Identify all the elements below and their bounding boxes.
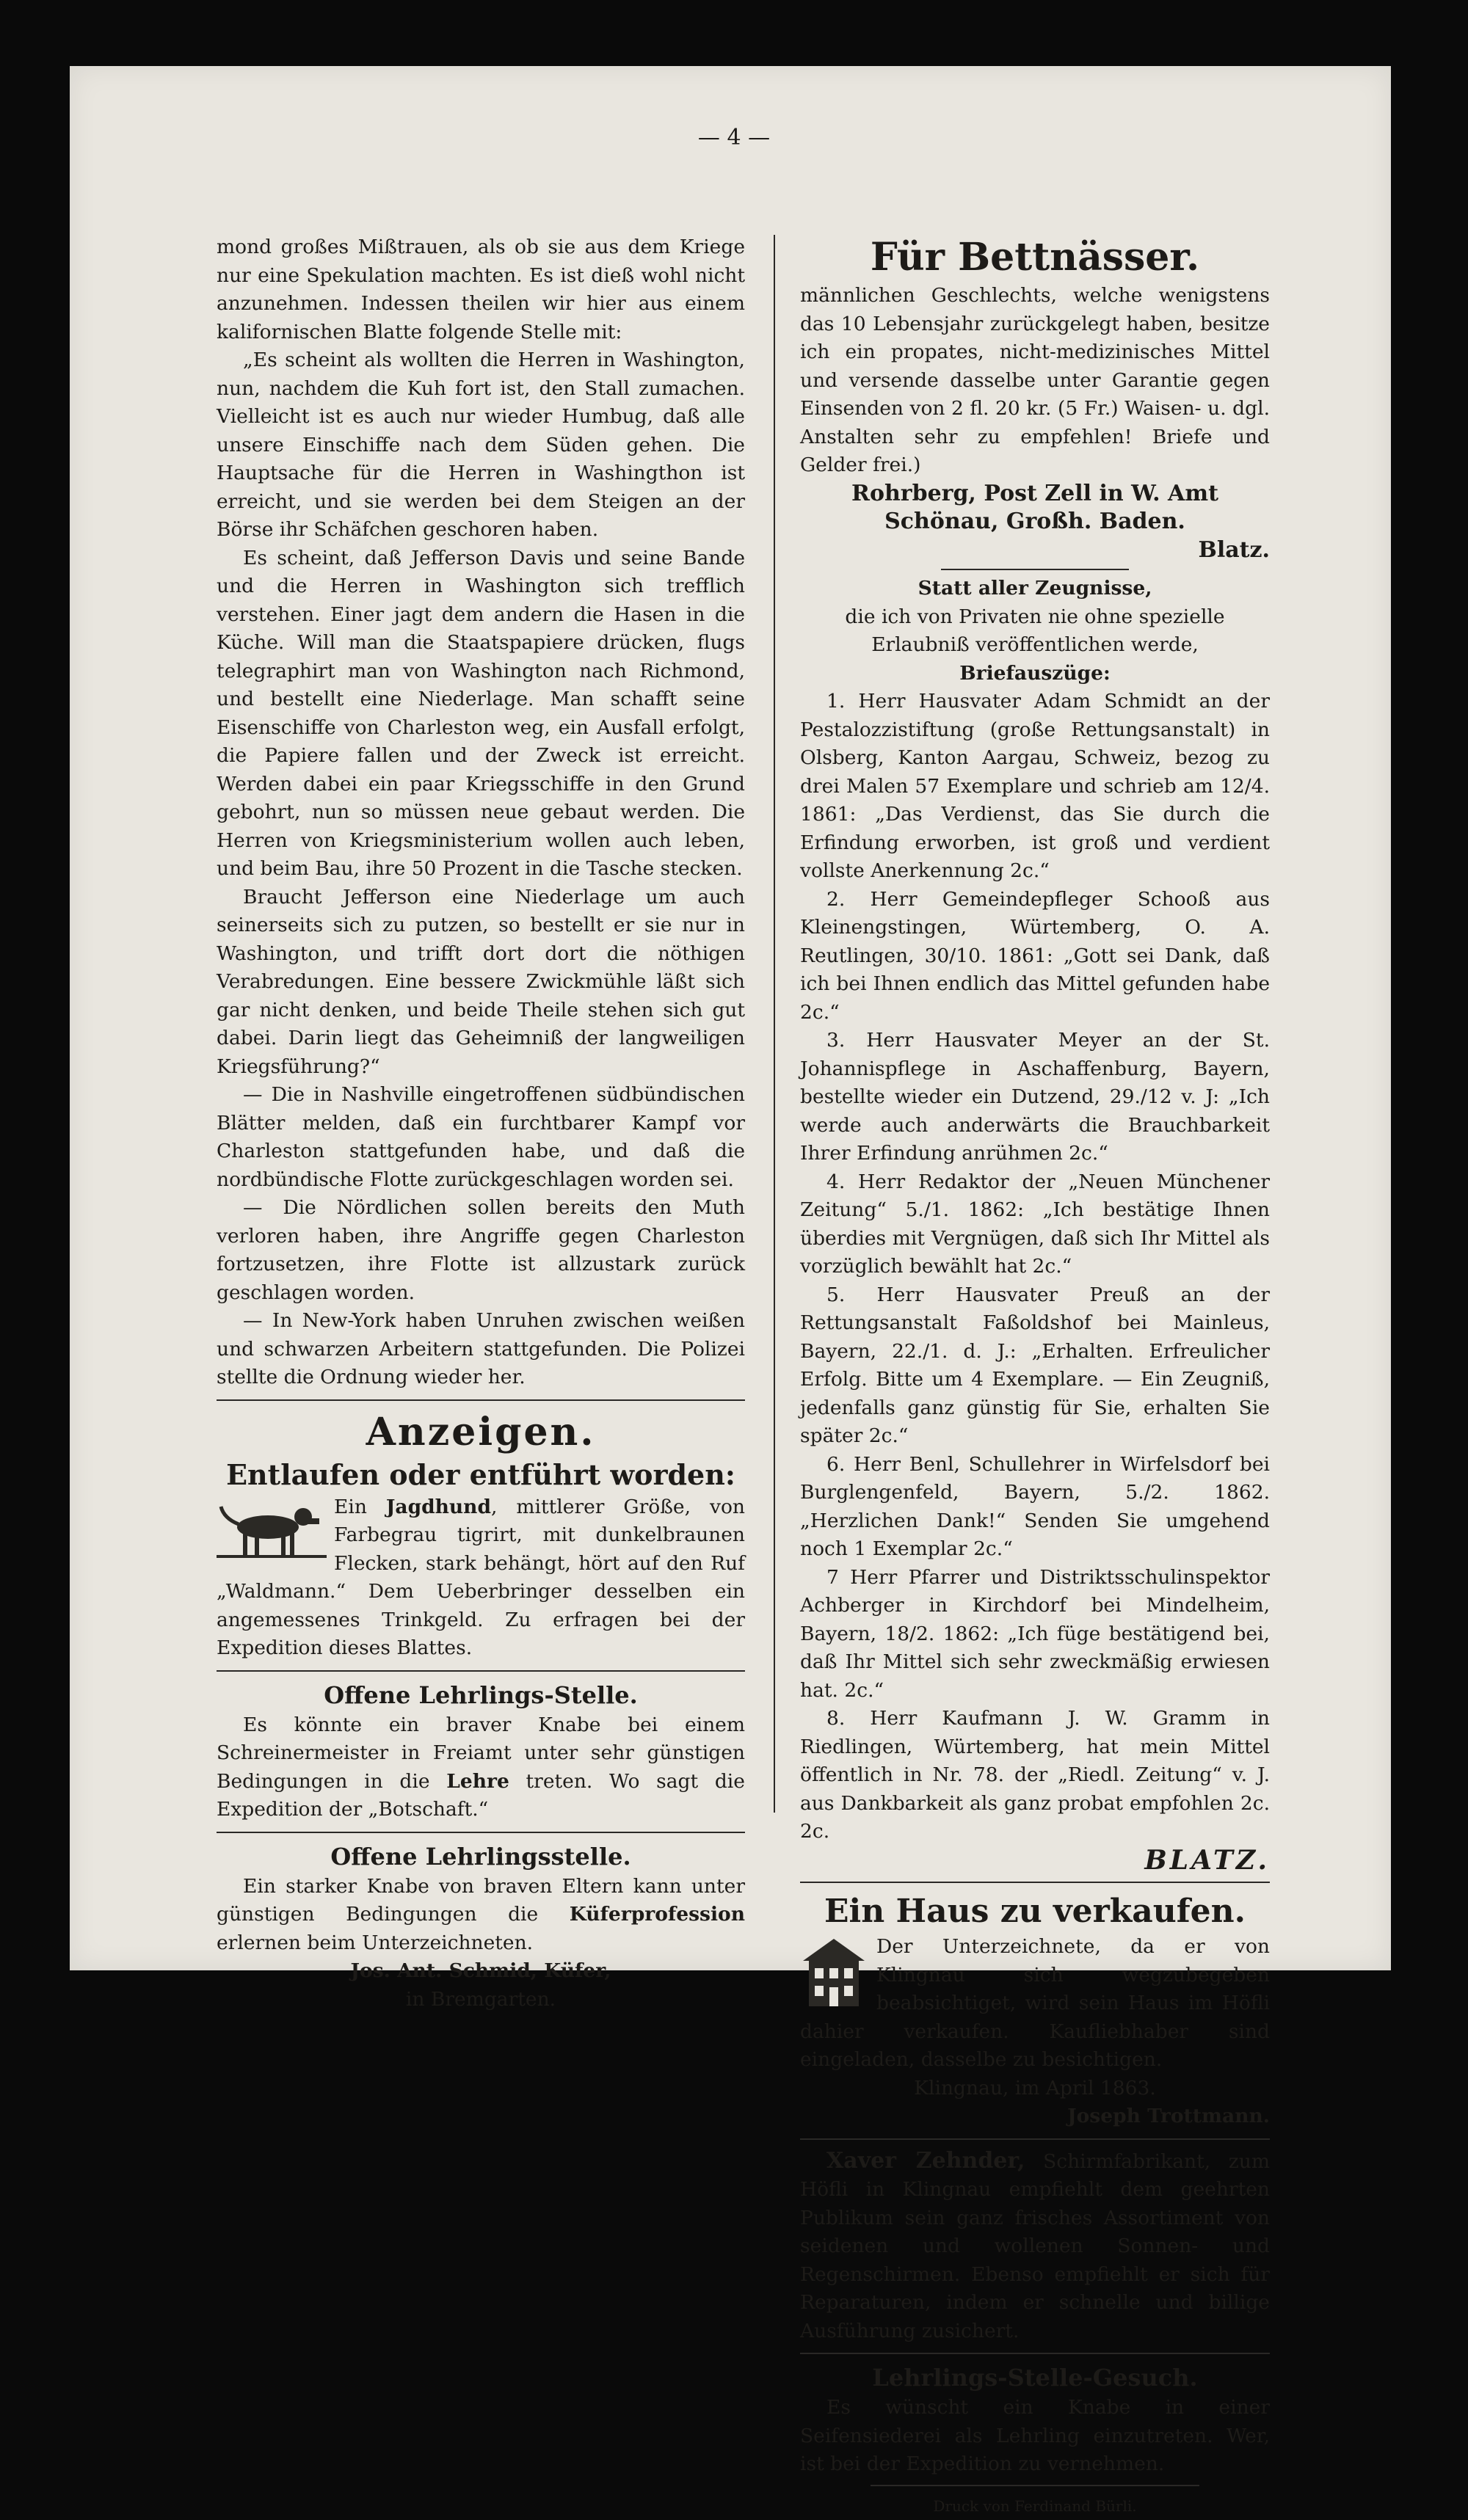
ad-title-haus: Ein Haus zu verkaufen. (800, 1890, 1270, 1933)
printer-imprint: Druck von Ferdinand Bürli. (800, 2492, 1270, 2520)
divider (941, 569, 1129, 570)
ad-gesuch-body: Es wünscht ein Knabe in einer Seifensiederei als Lehrling einzutreten. Wer, ist bei der Expedition zu vernehmen. (800, 2394, 1270, 2479)
article-paragraph: Es scheint, daß Jefferson Davis und seine Bande und die Herren in Washington sich trefflich verstehen. Einer jagt dem andern die Hasen in die Küche. Will man die Staatspapiere drücken, flugs telegraphirt man von Washington nach Richmond, und bestellt eine Niederlage. Man schafft seine Eisenschiffe von Charleston weg, ein Ausfall erfolgt, die Papiere fallen und der Zweck ist erreicht. Werden dabei ein paar Kriegsschiffe in den Grund gebohrt, nun so müssen neue gebaut werden. Die Herren von Kriegsministerium wollen auch leben, und beim Bau, ihre 50 Prozent in die Tasche stecken. (217, 545, 745, 884)
news-item: — In New-York haben Unruhen zwischen weißen und schwarzen Arbeitern stattgefunden. Die Polizei stellte die Ordnung wieder her. (217, 1307, 745, 1392)
article-paragraph: „Es scheint als wollten die Herren in Washington, nun, nachdem die Kuh fort ist, den Stall zumachen. Vielleicht ist es auch nur wieder Humbug, daß alle unsere Einschiffe nach dem Süden gehen. Die Hauptsache für die Herren in Washingthon ist erreicht, und sie werden bei dem Steigen an der Börse ihr Schäfchen geschoren haben. (217, 346, 745, 545)
testimonial-item: 7 Herr Pfarrer und Distriktsschulinspektor Achberger in Kirchdorf bei Mindelheim, Bayern, 18/2. 1862: „Ich füge bestätigend bei, daß Ihr Mittel sich sehr zweckmäßig erwiesen hat. 2c.“ (800, 1564, 1270, 1705)
ad-lehrling-2-place: in Bremgarten. (217, 1986, 745, 2014)
ad-title-bettnaesser: Für Bettnässer. (800, 233, 1270, 282)
ad-signature-blatz: Blatz. (800, 536, 1270, 565)
page-number: — 4 — (0, 125, 1468, 150)
testimonial-item: 3. Herr Hausvater Meyer an der St. Johannispflege in Aschaffenburg, Bayern, bestellte wieder ein Dutzend, 29./12 v. J: „Ich werde auch anderwärts die Brauchbarkeit Ihrer Erfindung anrühmen 2c.“ (800, 1027, 1270, 1168)
ad-haus-date: Klingnau, im April 1863. (800, 2075, 1270, 2103)
testimonial-item: 6. Herr Benl, Schullehrer in Wirfelsdorf bei Burglengenfeld, Bayern, 5./2. 1862. „Herzlichen Dank!“ Senden Sie umgehend noch 1 Exemplar 2c.“ (800, 1451, 1270, 1564)
divider (217, 1399, 745, 1401)
ad-entlaufen-body: Ein Jagdhund, mittlerer Größe, von Farbegrau tigrirt, mit dunkelbraunen Flecken, stark behängt, hört auf den Ruf „Waldmann.“ Dem Ueberbringer desselben ein angemessenes Trinkgeld. Zu erfragen bei der Expedition dieses Blattes. (217, 1493, 745, 1663)
testimonial-item: 2. Herr Gemeindepfleger Schooß aus Kleinengstingen, Würtemberg, O. A. Reutlingen, 30/10. 1861: „Gott sei Dank, daß ich bei Ihnen endlich das Mittel gefunden habe 2c.“ (800, 886, 1270, 1027)
testimonials-title: Statt aller Zeugnisse, (800, 575, 1270, 603)
ad-haus-signature: Joseph Trottmann. (800, 2102, 1270, 2131)
divider (871, 2485, 1199, 2486)
testimonial-item: 8. Herr Kaufmann J. W. Gramm in Riedlingen, Würtemberg, hat mein Mittel öffentlich in Nr. 78. der „Riedl. Zeitung“ v. J. aus Dankbarkeit als ganz probat empfohlen 2c. 2c. (800, 1705, 1270, 1846)
divider (800, 2353, 1270, 2354)
ad-haus-body: Der Unterzeichnete, da er von Klingnau sich wegzubegeben beabsichtiget, wird sein Haus im Höfli dahier verkaufen. Kaufliebhaber sind eingeladen, dasselbe zu besichtigen. (800, 1933, 1270, 2075)
column-divider (774, 235, 775, 1813)
ad-signature-blatz-2: BLATZ. (800, 1846, 1270, 1875)
divider (217, 1670, 745, 1672)
section-title-anzeigen: Anzeigen. (217, 1408, 745, 1457)
ad-title-entlaufen: Entlaufen oder entführt worden: (217, 1457, 745, 1493)
ad-lehrling-2-body: Ein starker Knabe von braven Eltern kann unter günstigen Bedingungen die Küferprofession erlernen beim Unterzeichneten. (217, 1873, 745, 1958)
dog-icon (217, 1496, 327, 1559)
divider (800, 1882, 1270, 1883)
news-item: — Die in Nashville eingetroffenen südbündischen Blätter melden, daß ein furchtbarer Kampf vor Charleston stattgefunden habe, und daß die nordbündische Flotte zurückgeschlagen worden sei. (217, 1081, 745, 1194)
article-paragraph: Braucht Jefferson eine Niederlage um auch seinerseits sich zu putzen, so bestellt er sie nur in Washington, und trifft dort dort die nöthigen Verabredungen. Eine bessere Zwickmühle läßt sich gar nicht denken, und beide Theile stehen sich gut dabei. Darin liegt das Geheimniß der langweiligen Kriegsführung?“ (217, 884, 745, 1082)
ad-title-lehrling-2: Offene Lehrlingsstelle. (217, 1840, 745, 1873)
testimonial-item: 1. Herr Hausvater Adam Schmidt an der Pestalozzistiftung (große Rettungsanstalt) in Olsberg, Kanton Aargau, Schweiz, bezog zu drei Malen 57 Exemplare und schrieb am 12/4. 1861: „Das Verdienst, das Sie durch die Erfindung erworben, ist groß und verdient vollste Anerkennung 2c.“ (800, 688, 1270, 886)
ad-address: Rohrberg, Post Zell in W. Amt Schönau, Großh. Baden. (800, 480, 1270, 536)
divider (800, 2138, 1270, 2140)
testimonials-heading: Briefauszüge: (800, 660, 1270, 688)
right-column (800, 233, 1270, 2520)
testimonial-item: 4. Herr Redaktor der „Neuen Münchener Zeitung“ 5./1. 1862: „Ich bestätige Ihnen überdies mit Vergnügen, daß sich Ihr Mittel als vorzüglich bewählt hat 2c.“ (800, 1168, 1270, 1281)
ad-bettnaesser-body: männlichen Geschlechts, welche wenigstens das 10 Lebensjahr zurückgelegt haben, besitze ich ein propates, nicht-medizinisches Mittel und versende dasselbe unter Garantie gegen Einsenden von 2 fl. 20 kr. (5 Fr.) Waisen- u. dgl. Anstalten sehr zu empfehlen! Briefe und Gelder frei.) (800, 282, 1270, 480)
testimonial-item: 5. Herr Hausvater Preuß an der Rettungsanstalt Faßoldshof bei Mainleus, Bayern, 22./1. d. J.: „Erhalten. Erfreulicher Erfolg. Bitte um 4 Exemplare. — Ein Zeugniß, jedenfalls ganz günstig für Sie, erhalten Sie später 2c.“ (800, 1281, 1270, 1451)
testimonials-subtitle: die ich von Privaten nie ohne spezielle Erlaubniß veröffentlichen werde, (800, 603, 1270, 660)
ad-lehrling-2-signature: Jos. Ant. Schmid, Küfer, (217, 1957, 745, 1986)
article-paragraph: mond großes Mißtrauen, als ob sie aus dem Kriege nur eine Spekulation machten. Es ist dieß wohl nicht anzunehmen. Indessen theilen wir hier aus einem kalifornischen Blatte folgende Stelle mit: (217, 233, 745, 346)
news-item: — Die Nördlichen sollen bereits den Muth verloren haben, ihre Angriffe gegen Charleston fortzusetzen, ihre Flotte ist allzustark zurück geschlagen worden. (217, 1194, 745, 1307)
ad-title-gesuch: Lehrlings-Stelle-Gesuch. (800, 2361, 1270, 2394)
house-icon (800, 1936, 868, 2009)
ad-title-lehrling-1: Offene Lehrlings-Stelle. (217, 1679, 745, 1711)
ad-lehrling-1-body: Es könnte ein braver Knabe bei einem Schreinermeister in Freiamt unter sehr günstigen Bedingungen in die Lehre treten. Wo sagt die Expedition der „Botschaft.“ (217, 1711, 745, 1824)
divider (217, 1832, 745, 1833)
ad-xaver-body: Xaver Zehnder, Schirmfabrikant, zum Höfli in Klingnau empfiehlt dem geehrten Publikum sein ganz frisches Assortiment von seidenen und wollenen Sonnen- und Regenschirmen. Ebenso empfiehlt er sich für Reparaturen, indem er schnelle und billige Ausführung zusichert. (800, 2147, 1270, 2346)
left-column (217, 233, 745, 2014)
